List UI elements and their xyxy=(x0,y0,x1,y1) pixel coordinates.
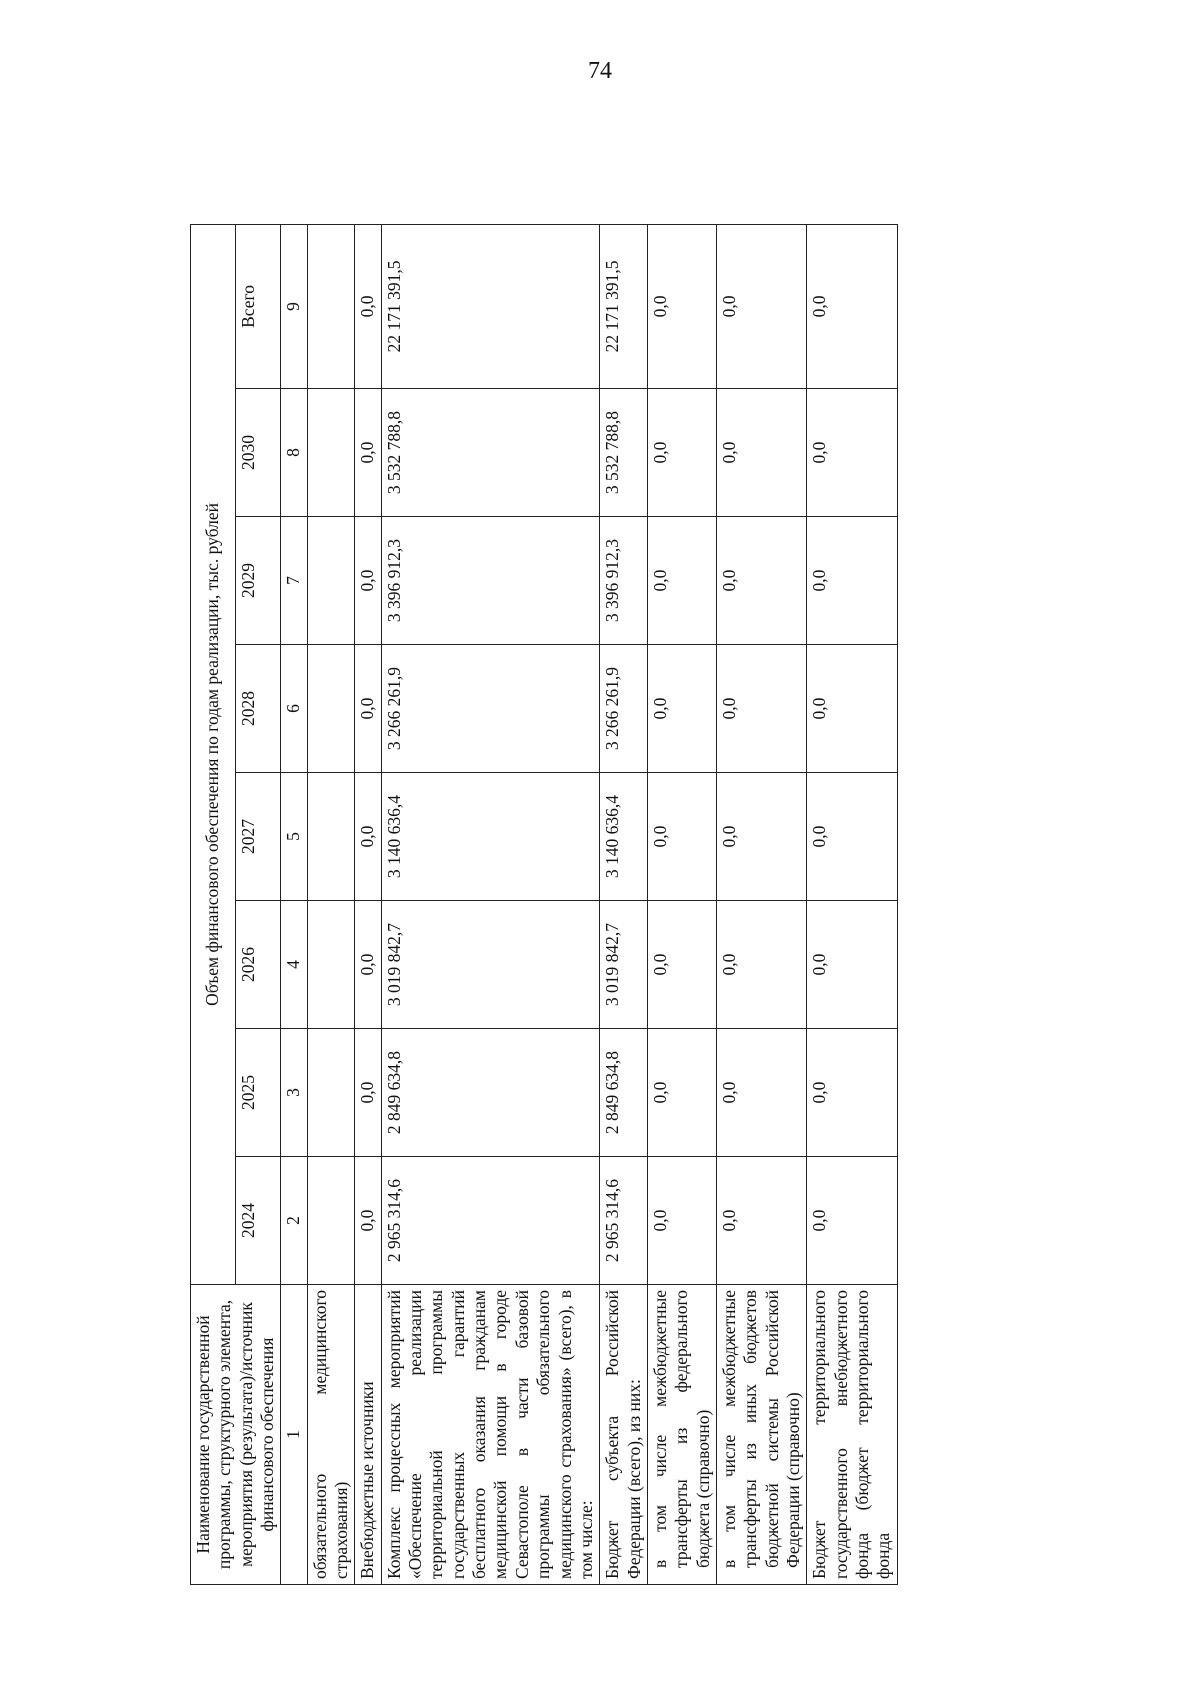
row-label: Бюджет территориального государственного внебюджетного фонда (бюджет территориального фонда xyxy=(807,1285,897,1585)
value-cell: 0,0 xyxy=(807,773,897,901)
value-cell xyxy=(307,224,355,388)
row-label: Комплекс процессных мероприятий «Обеспечение реализации территориальной программы государственных гарантий бесплатного оказания гражданам медицинской помощи в городе Севастополе в части базовой программы обязательного медицинского страхования» (всего), в том числе: xyxy=(381,1285,599,1585)
value-cell: 0,0 xyxy=(807,224,897,388)
table-row xyxy=(716,224,806,1584)
row-label: Бюджет субъекта Российской Федерации (всего), из них: xyxy=(600,1285,648,1585)
value-cell: 0,0 xyxy=(647,1029,716,1157)
value-cell: 0,0 xyxy=(807,645,897,773)
header-year-2025: 2025 xyxy=(236,1029,281,1157)
value-cell: 22 171 391,5 xyxy=(381,224,599,388)
header-name-column: Наименование государственной программы, структурного элемента, мероприятия (результата)/источник финансового обеспечения xyxy=(191,1285,281,1585)
value-cell: 3 396 912,3 xyxy=(381,517,599,645)
value-cell: 3 532 788,8 xyxy=(600,389,648,517)
value-cell: 0,0 xyxy=(355,224,381,388)
page-number: 74 xyxy=(588,58,612,84)
index-cell: 3 xyxy=(281,1029,307,1157)
value-cell: 2 849 634,8 xyxy=(381,1029,599,1157)
value-cell: 2 965 314,6 xyxy=(381,1157,599,1285)
value-cell: 0,0 xyxy=(807,901,897,1029)
value-cell: 3 140 636,4 xyxy=(600,773,648,901)
value-cell: 0,0 xyxy=(716,389,806,517)
value-cell: 3 532 788,8 xyxy=(381,389,599,517)
value-cell: 0,0 xyxy=(716,224,806,388)
header-year-2030: 2030 xyxy=(236,389,281,517)
value-cell: 0,0 xyxy=(647,389,716,517)
value-cell: 0,0 xyxy=(716,901,806,1029)
table-row xyxy=(600,224,648,1584)
header-year-2028: 2028 xyxy=(236,645,281,773)
header-total: Всего xyxy=(236,224,281,388)
value-cell: 3 266 261,9 xyxy=(381,645,599,773)
value-cell: 0,0 xyxy=(807,517,897,645)
value-cell: 0,0 xyxy=(647,517,716,645)
value-cell: 0,0 xyxy=(355,901,381,1029)
value-cell xyxy=(307,645,355,773)
value-cell: 0,0 xyxy=(647,773,716,901)
index-cell: 4 xyxy=(281,901,307,1029)
row-label: в том числе межбюджетные трансферты из федерального бюджета (справочно) xyxy=(647,1285,716,1585)
value-cell: 0,0 xyxy=(807,389,897,517)
table-row xyxy=(381,224,599,1584)
index-cell: 5 xyxy=(281,773,307,901)
value-cell: 0,0 xyxy=(355,1157,381,1285)
value-cell: 0,0 xyxy=(647,224,716,388)
value-cell: 0,0 xyxy=(716,517,806,645)
value-cell: 3 396 912,3 xyxy=(600,517,648,645)
value-cell: 3 019 842,7 xyxy=(381,901,599,1029)
value-cell: 0,0 xyxy=(355,645,381,773)
index-cell: 7 xyxy=(281,517,307,645)
value-cell: 2 965 314,6 xyxy=(600,1157,648,1285)
index-cell: 1 xyxy=(281,1285,307,1585)
value-cell: 0,0 xyxy=(716,645,806,773)
table-row xyxy=(807,224,897,1584)
value-cell xyxy=(307,389,355,517)
header-year-2026: 2026 xyxy=(236,901,281,1029)
value-cell: 2 849 634,8 xyxy=(600,1029,648,1157)
header-volume: Объем финансового обеспечения по годам реализации, тыс. рублей xyxy=(191,224,236,1284)
value-cell: 0,0 xyxy=(647,1157,716,1285)
value-cell: 3 140 636,4 xyxy=(381,773,599,901)
header-year-2024: 2024 xyxy=(236,1157,281,1285)
table-row xyxy=(647,224,716,1584)
value-cell: 0,0 xyxy=(647,901,716,1029)
index-cell: 2 xyxy=(281,1157,307,1285)
value-cell: 0,0 xyxy=(716,1157,806,1285)
row-label: обязательного медицинского страхования) xyxy=(307,1285,355,1585)
value-cell xyxy=(307,517,355,645)
value-cell xyxy=(307,901,355,1029)
value-cell: 22 171 391,5 xyxy=(600,224,648,388)
value-cell: 0,0 xyxy=(716,773,806,901)
index-cell: 9 xyxy=(281,224,307,388)
value-cell xyxy=(307,1029,355,1157)
value-cell xyxy=(307,1157,355,1285)
value-cell: 0,0 xyxy=(355,389,381,517)
value-cell: 0,0 xyxy=(355,1029,381,1157)
value-cell: 0,0 xyxy=(807,1029,897,1157)
value-cell xyxy=(307,773,355,901)
value-cell: 0,0 xyxy=(807,1157,897,1285)
index-cell: 6 xyxy=(281,645,307,773)
table-row xyxy=(355,224,381,1584)
financing-table xyxy=(190,224,898,1585)
rotated-table-container xyxy=(190,225,1080,1585)
header-year-2029: 2029 xyxy=(236,517,281,645)
row-label: в том числе межбюджетные трансферты из иных бюджетов бюджетной системы Российской Федерации (справочно) xyxy=(716,1285,806,1585)
table-row xyxy=(307,224,355,1584)
value-cell: 3 019 842,7 xyxy=(600,901,648,1029)
index-cell: 8 xyxy=(281,389,307,517)
row-label: Внебюджетные источники xyxy=(355,1285,381,1585)
value-cell: 0,0 xyxy=(355,773,381,901)
value-cell: 0,0 xyxy=(355,517,381,645)
value-cell: 3 266 261,9 xyxy=(600,645,648,773)
index-row xyxy=(281,224,307,1584)
value-cell: 0,0 xyxy=(716,1029,806,1157)
header-year-2027: 2027 xyxy=(236,773,281,901)
value-cell: 0,0 xyxy=(647,645,716,773)
